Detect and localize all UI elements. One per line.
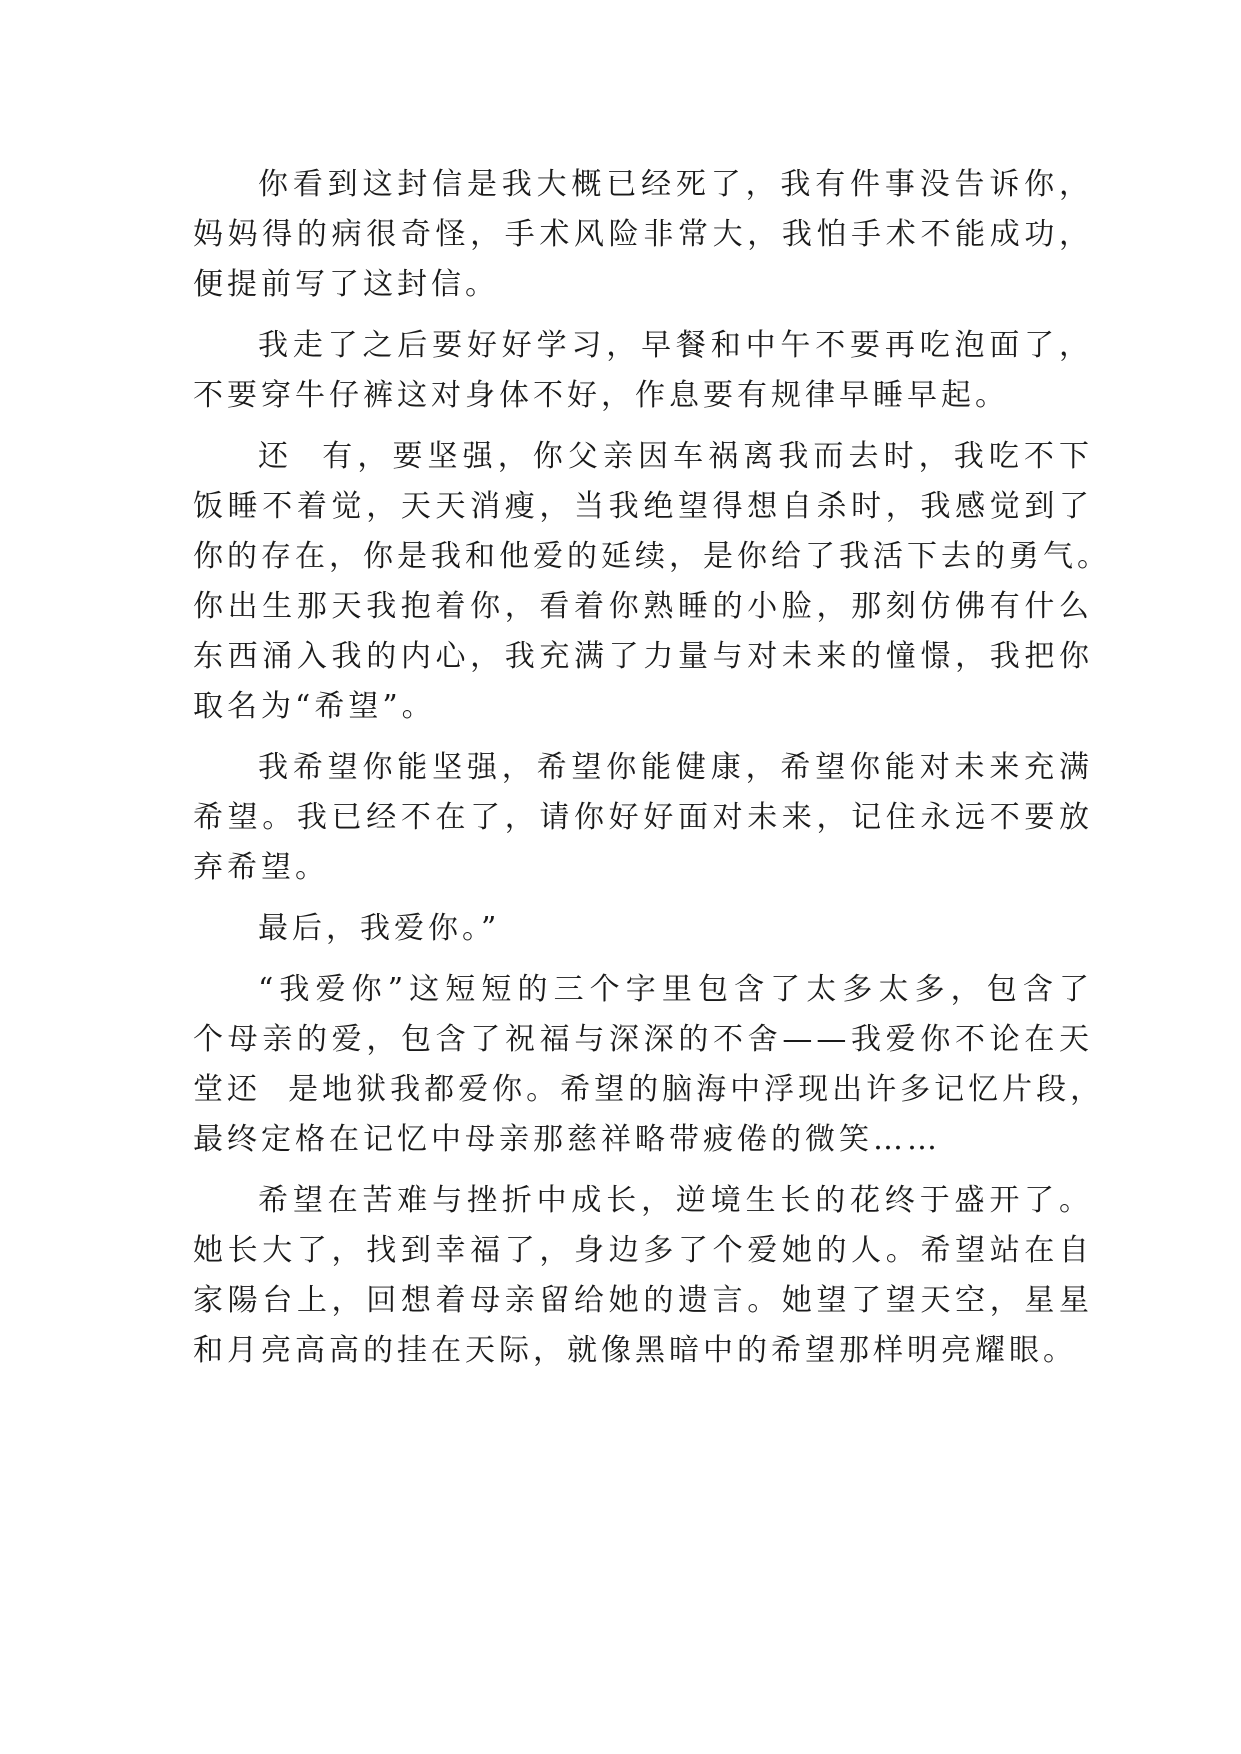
text-line: 妈妈得的病很奇怪，手术风险非常大，我怕手术不能成功， bbox=[193, 217, 1093, 252]
text-line: 家陽台上，回想着母亲留给她的遗言。她望了望天空，星星 bbox=[193, 1283, 1093, 1318]
text-line: 你出生那天我抱着你，看着你熟睡的小脸，那刻仿佛有什么 bbox=[193, 589, 1093, 624]
text-line: 便提前写了这封信。 bbox=[193, 267, 499, 302]
text-line: 希望在苦难与挫折中成长，逆境生长的花终于盛开了。 bbox=[258, 1183, 1093, 1218]
paragraph-5 bbox=[193, 904, 1093, 954]
text-line: 我走了之后要好好学习，早餐和中午不要再吃泡面了， bbox=[258, 328, 1093, 363]
paragraph-7 bbox=[193, 1176, 1093, 1376]
text-line: 堂还 是地狱我都爱你。希望的脑海中浮现出许多记忆片段， bbox=[193, 1072, 1105, 1107]
text-line: 你的存在，你是我和他爱的延续，是你给了我活下去的勇气。 bbox=[193, 539, 1111, 574]
paragraph-1 bbox=[193, 160, 1093, 310]
text-line: 个母亲的爱，包含了祝福与深深的不舍——我爱你不论在天 bbox=[193, 1022, 1093, 1057]
text-line: 弃希望。 bbox=[193, 850, 329, 885]
paragraph-2 bbox=[193, 321, 1093, 421]
text-line: 最后，我爱你。” bbox=[258, 911, 501, 946]
text-line: 东西涌入我的内心，我充满了力量与对未来的憧憬，我把你 bbox=[193, 639, 1093, 674]
text-line: 她长大了，找到幸福了，身边多了个爱她的人。希望站在自 bbox=[193, 1233, 1093, 1268]
text-line: 希望。我已经不在了，请你好好面对未来，记住永远不要放 bbox=[193, 800, 1093, 835]
letter-body bbox=[193, 160, 1111, 1387]
text-line: 你看到这封信是我大概已经死了，我有件事没告诉你， bbox=[258, 167, 1093, 202]
text-line: 和月亮高高的挂在天际，就像黑暗中的希望那样明亮耀眼。 bbox=[193, 1333, 1077, 1368]
paragraph-6 bbox=[193, 965, 1105, 1165]
text-line: 最终定格在记忆中母亲那慈祥略带疲倦的微笑…… bbox=[193, 1122, 941, 1157]
paragraph-3 bbox=[193, 432, 1111, 732]
text-line: 饭睡不着觉，天天消瘦，当我绝望得想自杀时，我感觉到了 bbox=[193, 489, 1093, 524]
text-line: 取名为“希望”。 bbox=[193, 689, 436, 724]
text-line: “我爱你”这短短的三个字里包含了太多太多，包含了 bbox=[258, 972, 1093, 1007]
text-line: 我希望你能坚强，希望你能健康，希望你能对未来充满 bbox=[258, 750, 1093, 785]
text-line: 不要穿牛仔裤这对身体不好，作息要有规律早睡早起。 bbox=[193, 378, 1009, 413]
paragraph-4 bbox=[193, 743, 1093, 893]
text-line: 还 有，要坚强，你父亲因车祸离我而去时，我吃不下 bbox=[258, 439, 1093, 474]
